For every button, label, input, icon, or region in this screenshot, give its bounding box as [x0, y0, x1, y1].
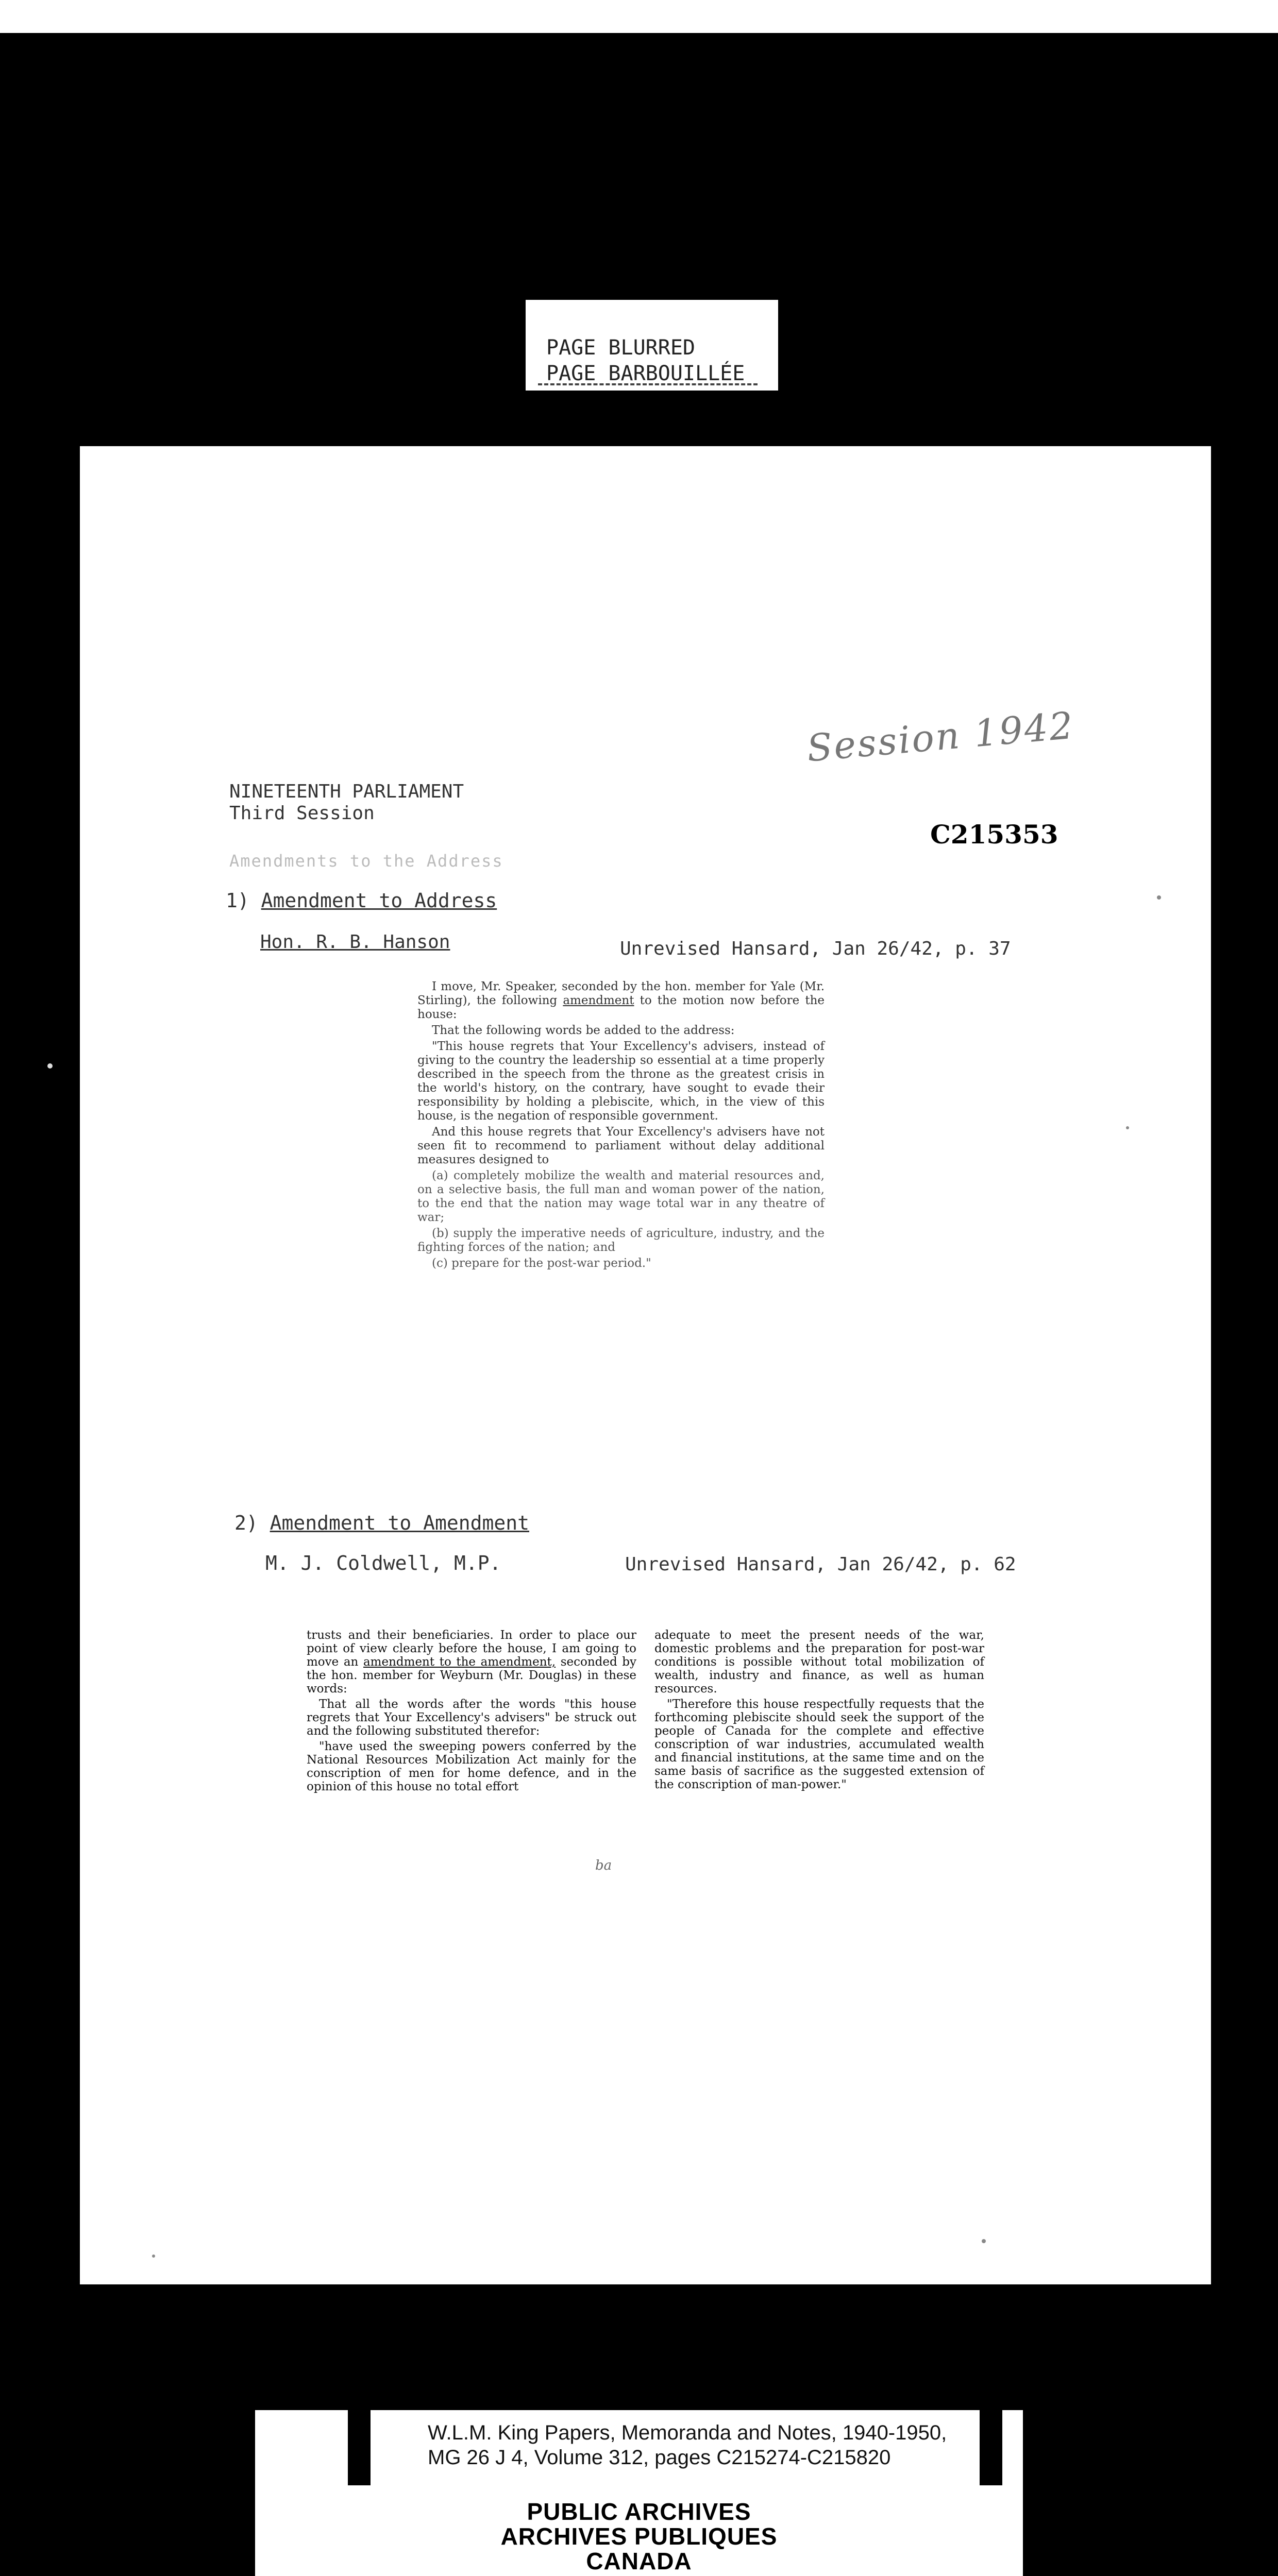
clip2-para: trusts and their beneficiaries. In order to place our point of view clearly before the house, I am going to move an amendment to the amendment, seconded by the hon. member for Weyburn (Mr. Douglas) in these words:: [307, 1629, 637, 1696]
archives-name-en: PUBLIC ARCHIVES: [527, 2498, 751, 2525]
clip2-column-left: [307, 1629, 636, 1795]
section-2-title: Amendment to Amendment: [270, 1512, 529, 1534]
section-2-number: 2): [234, 1512, 258, 1534]
archives-name-fr: ARCHIVES PUBLIQUES: [500, 2523, 778, 2550]
clip1-item-a: (a) completely mobilize the wealth and material resources and, on a selective basis, the full man and woman power of the nation, to the end that the nation may wage total war in any theatre of war;: [417, 1169, 825, 1224]
page-mark: ba: [595, 1858, 612, 1873]
section-1-reference: Unrevised Hansard, Jan 26/42, p. 37: [620, 938, 1011, 959]
amendment-underlined: amendment: [563, 994, 634, 1007]
section-2-speaker: M. J. Coldwell, M.P.: [265, 1552, 501, 1574]
document-page: [80, 446, 1211, 2284]
tag-dashed-rule: [538, 383, 758, 385]
handwritten-note: Session 1942: [805, 703, 1077, 770]
section-1-title: Amendment to Address: [261, 889, 497, 912]
clip2-para: "Therefore this house respectfully requests that the forthcoming plebiscite should seek the support of the people of Canada for the complete and effective conscription of war industries, accumulated wealth and financial institutions, at the same time and on the same basis of sacrifice as the suggested extension of the conscription of man-power.": [654, 1698, 984, 1791]
clip1-item-b: (b) supply the imperative needs of agriculture, industry, and the fighting forces of the nation; and: [417, 1227, 825, 1254]
speck: [1126, 1126, 1129, 1129]
clip2-column-right: [654, 1629, 984, 1793]
collection-line-1: W.L.M. King Papers, Memoranda and Notes, 1940-1950,: [428, 2421, 947, 2444]
section-2-reference: Unrevised Hansard, Jan 26/42, p. 62: [625, 1554, 1016, 1575]
clip1-para: And this house regrets that Your Excellency's advisers have not seen fit to recommend to parliament without delay additional measures designed to: [417, 1125, 825, 1166]
faded-heading: Amendments to the Address: [229, 851, 503, 871]
collection-line-2: MG 26 J 4, Volume 312, pages C215274-C215820: [428, 2446, 891, 2469]
document-code: C215353: [930, 819, 1058, 850]
hansard-clipping-1: [417, 980, 825, 1273]
blurred-label-fr: PAGE BARBOUILLÉE: [546, 362, 745, 385]
parliament-heading: NINETEENTH PARLIAMENT: [229, 781, 464, 802]
clip2-para: That all the words after the words "this house regrets that Your Excellency's advisers" be struck out and the following substituted therefor:: [307, 1698, 636, 1738]
speck: [47, 1063, 53, 1069]
clip1-para: I move, Mr. Speaker, seconded by the hon. member for Yale (Mr. Stirling), the following amendment to the motion now before the house:: [417, 980, 825, 1021]
clip1-item-c: (c) prepare for the post-war period.": [432, 1257, 651, 1270]
page-blurred-tag: [526, 300, 778, 391]
blurred-label-en: PAGE BLURRED: [546, 336, 695, 360]
section-1-number: 1): [226, 889, 249, 912]
speck: [1157, 895, 1161, 900]
section-1-speaker: Hon. R. B. Hanson: [260, 931, 450, 953]
archives-country: CANADA: [586, 2548, 692, 2574]
speck: [982, 2239, 986, 2243]
clip1-para: That the following words be added to the address:: [432, 1024, 735, 1037]
section-2-heading: [234, 1512, 529, 1534]
clip1-para: "This house regrets that Your Excellency's advisers, instead of giving to the country the leadership so essential at a time properly described in the speech from the throne as the greatest crisis in the world's history, on the contrary, have sought to evade their responsibility by holding a plebiscite, which, in the view of this house, is the negation of responsible government.: [417, 1040, 825, 1123]
amendment-to-amendment-underlined: amendment to the amendment,: [363, 1655, 556, 1669]
speck: [152, 2255, 155, 2258]
section-1-heading: [226, 889, 497, 912]
card-tab-right: [980, 2410, 1002, 2485]
clip2-para: adequate to meet the present needs of the war, domestic problems and the preparation for post-war conditions is possible without total mobilization of wealth, industry and finance, as well as human resources.: [654, 1629, 984, 1696]
top-stripe: [0, 0, 1278, 33]
clip2-para: "have used the sweeping powers conferred by the National Resources Mobilization Act mainly for the conscription of men for home defence, and in the opinion of this house no total effort: [307, 1740, 636, 1793]
archives-credit-card: [255, 2410, 1023, 2576]
card-tab-left: [348, 2410, 371, 2485]
session-heading: Third Session: [229, 803, 375, 824]
